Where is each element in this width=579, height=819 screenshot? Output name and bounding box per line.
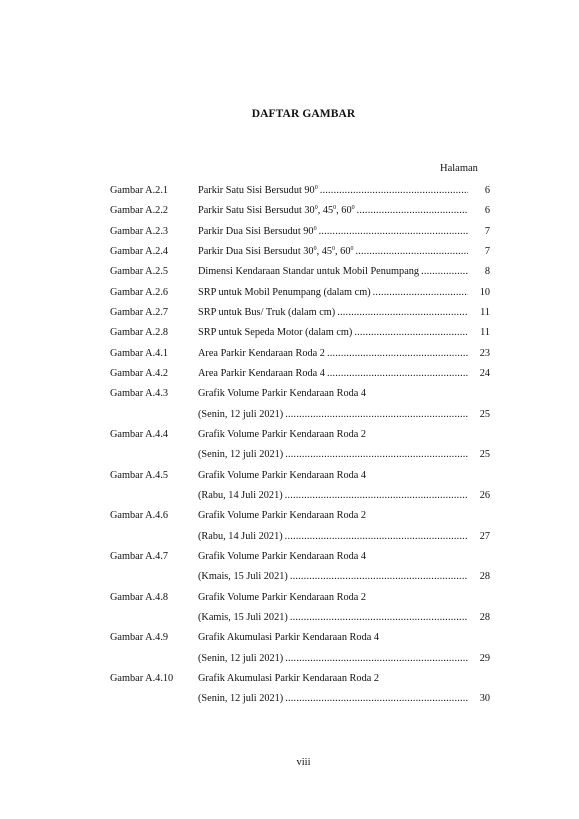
dot-leader — [421, 262, 468, 282]
figure-list-row — [110, 669, 490, 689]
figure-label: Gambar A.2.6 — [110, 286, 169, 298]
figure-caption — [198, 425, 470, 445]
figure-list-row — [110, 242, 490, 262]
figure-list-row — [110, 567, 490, 587]
figure-caption — [198, 445, 470, 465]
degree-superscript: 0 — [314, 185, 318, 191]
dot-leader — [354, 323, 468, 343]
figure-label: Gambar A.4.6 — [110, 510, 169, 522]
figure-caption — [198, 506, 470, 526]
figure-caption — [198, 649, 470, 669]
figure-list-row — [110, 649, 490, 669]
dot-leader — [285, 445, 468, 465]
figure-caption-text: Area Parkir Kendaraan Roda 2 — [198, 347, 325, 359]
figure-label: Gambar A.2.3 — [110, 225, 169, 237]
figure-caption — [198, 181, 470, 201]
figure-caption — [198, 201, 470, 221]
figure-caption-text: SRP untuk Bus/ Truk (dalam cm) — [198, 306, 336, 318]
figure-page-number: 29 — [479, 652, 490, 664]
figure-list-row — [110, 405, 490, 425]
figure-caption — [198, 222, 470, 242]
figure-caption — [198, 344, 470, 364]
figure-caption — [198, 628, 470, 648]
figure-list-row — [110, 506, 490, 526]
figure-list-row — [110, 486, 490, 506]
figure-caption — [198, 283, 470, 303]
dot-leader — [337, 303, 468, 323]
figure-list-row — [110, 262, 490, 282]
figure-caption — [198, 405, 470, 425]
figure-label: Gambar A.4.7 — [110, 550, 169, 562]
figure-caption — [198, 364, 470, 384]
figure-list-row — [110, 689, 490, 709]
dot-leader — [290, 567, 468, 587]
figure-caption-text: Grafik Volume Parkir Kendaraan Roda 4 — [198, 550, 367, 562]
figure-caption — [198, 323, 470, 343]
figure-caption — [198, 547, 470, 567]
figure-list-row — [110, 527, 490, 547]
figure-caption-text: Parkir Dua Sisi Bersudut $90^0$ — [198, 225, 317, 237]
figure-caption-text: (Kmais, 15 Juli 2021) — [198, 571, 288, 583]
figure-page-number: 23 — [479, 347, 490, 359]
page-column-header: Halaman — [440, 163, 478, 174]
dot-leader — [285, 689, 468, 709]
figure-page-number: 8 — [484, 266, 490, 278]
document-title: DAFTAR GAMBAR — [251, 108, 356, 120]
figure-caption — [198, 588, 470, 608]
dot-leader — [319, 222, 468, 242]
figure-list-row — [110, 608, 490, 628]
figure-label: Gambar A.2.5 — [110, 266, 169, 278]
figure-list-row — [110, 303, 490, 323]
figure-page-number: 24 — [479, 367, 490, 379]
figure-caption-text: (Rabu, 14 Juli 2021) — [198, 530, 283, 542]
figure-list-row — [110, 201, 490, 221]
dot-leader — [320, 181, 468, 201]
figure-caption-text: Parkir Dua Sisi Bersudut $30^0$, $45^0$, $60^0$ — [198, 245, 354, 257]
degree-superscript: 0 — [313, 245, 317, 252]
figure-caption-text: Grafik Akumulasi Parkir Kendaraan Roda 4 — [198, 632, 380, 644]
figure-list — [110, 181, 490, 710]
figure-caption-text: Parkir Satu Sisi Bersudut $30^0$, $45^0$, $60^0$ — [198, 205, 355, 217]
figure-list-row — [110, 364, 490, 384]
figure-caption-text: SRP untuk Sepeda Motor (dalam cm) — [198, 327, 353, 339]
dot-leader — [327, 364, 468, 384]
figure-caption — [198, 262, 470, 282]
dot-leader — [357, 201, 468, 221]
figure-label: Gambar A.2.2 — [110, 205, 169, 217]
figure-caption-text: (Kamis, 15 Juli 2021) — [198, 611, 288, 623]
figure-caption — [198, 689, 470, 709]
dot-leader — [285, 527, 468, 547]
figure-caption — [198, 486, 470, 506]
figure-caption — [198, 303, 470, 323]
figure-list-row — [110, 445, 490, 465]
figure-page-number: 11 — [480, 306, 490, 318]
degree-superscript: 0 — [351, 205, 355, 212]
figure-list-row — [110, 628, 490, 648]
figure-list-row — [110, 344, 490, 364]
figure-list-row — [110, 547, 490, 567]
figure-page-number: 28 — [479, 571, 490, 583]
dot-leader — [373, 283, 468, 303]
figure-list-row — [110, 466, 490, 486]
figure-label: Gambar A.2.1 — [110, 185, 169, 196]
figure-list-row — [110, 181, 490, 201]
figure-label: Gambar A.2.8 — [110, 327, 169, 339]
figure-caption — [198, 384, 470, 404]
figure-page-number: 11 — [480, 327, 490, 339]
figure-label: Gambar A.4.3 — [110, 388, 169, 400]
dot-leader — [355, 242, 468, 262]
figure-label: Gambar A.4.10 — [110, 672, 174, 684]
figure-caption-text: (Senin, 12 juli 2021) — [198, 652, 284, 664]
figure-page-number: 25 — [479, 449, 490, 461]
figure-caption — [198, 669, 470, 689]
figure-page-number: 10 — [479, 286, 490, 298]
figure-page-number: 28 — [479, 611, 490, 623]
figure-caption — [198, 608, 470, 628]
figure-caption-text: (Senin, 12 juli 2021) — [198, 408, 284, 420]
figure-list-row — [110, 323, 490, 343]
figure-page-number: 25 — [479, 408, 490, 420]
figure-page-number: 30 — [479, 693, 490, 705]
figure-page-number: 7 — [484, 225, 490, 237]
figure-caption-text: (Senin, 12 juli 2021) — [198, 693, 284, 705]
dot-leader — [285, 649, 468, 669]
figure-caption-text: Dimensi Kendaraan Standar untuk Mobil Penumpang — [198, 266, 420, 278]
figure-caption-text: Grafik Volume Parkir Kendaraan Roda 4 — [198, 388, 367, 400]
figure-label: Gambar A.2.4 — [110, 245, 169, 257]
footer-page-number: viii — [296, 757, 311, 768]
degree-superscript: 0 — [350, 245, 354, 252]
figure-caption-text: Area Parkir Kendaraan Roda 4 — [198, 367, 325, 379]
figure-caption-text: Grafik Volume Parkir Kendaraan Roda 2 — [198, 510, 367, 522]
degree-superscript: 0 — [333, 205, 337, 212]
figure-caption-text: (Senin, 12 juli 2021) — [198, 449, 284, 461]
figure-caption-text: Grafik Akumulasi Parkir Kendaraan Roda 2 — [198, 672, 380, 684]
figure-page-number: 7 — [484, 245, 490, 257]
figure-page-number: 27 — [479, 530, 490, 542]
figure-caption — [198, 527, 470, 547]
dot-leader — [290, 608, 468, 628]
figure-caption-text: Grafik Volume Parkir Kendaraan Roda 4 — [198, 469, 367, 481]
figure-caption-text: Grafik Volume Parkir Kendaraan Roda 2 — [198, 591, 367, 603]
figure-caption-text: SRP untuk Mobil Penumpang (dalam cm) — [198, 286, 371, 298]
degree-superscript: 0 — [313, 225, 317, 232]
figure-list-row — [110, 588, 490, 608]
figure-caption-text: (Rabu, 14 Juli 2021) — [198, 489, 283, 501]
figure-list-row — [110, 222, 490, 242]
figure-page-number: 6 — [484, 185, 490, 196]
figure-label: Gambar A.4.4 — [110, 428, 169, 440]
figure-label: Gambar A.4.8 — [110, 591, 169, 603]
figure-page-number: 6 — [484, 205, 490, 217]
degree-superscript: 0 — [314, 205, 318, 212]
figure-page-number: 26 — [479, 489, 490, 501]
figure-caption-text: Parkir Satu Sisi Bersudut $90^0$ — [198, 185, 318, 196]
figure-caption-text: Grafik Volume Parkir Kendaraan Roda 2 — [198, 428, 367, 440]
figure-label: Gambar A.4.5 — [110, 469, 169, 481]
figure-caption — [198, 567, 470, 587]
figure-label: Gambar A.4.2 — [110, 367, 169, 379]
figure-list-row — [110, 384, 490, 404]
dot-leader — [327, 344, 468, 364]
dot-leader — [285, 405, 468, 425]
dot-leader — [285, 486, 468, 506]
figure-list-row — [110, 283, 490, 303]
figure-label: Gambar A.4.1 — [110, 347, 169, 359]
figure-caption — [198, 466, 470, 486]
figure-label: Gambar A.2.7 — [110, 306, 169, 318]
figure-caption — [198, 242, 470, 262]
degree-superscript: 0 — [332, 245, 336, 252]
figure-list-row — [110, 425, 490, 445]
figure-label: Gambar A.4.9 — [110, 632, 169, 644]
